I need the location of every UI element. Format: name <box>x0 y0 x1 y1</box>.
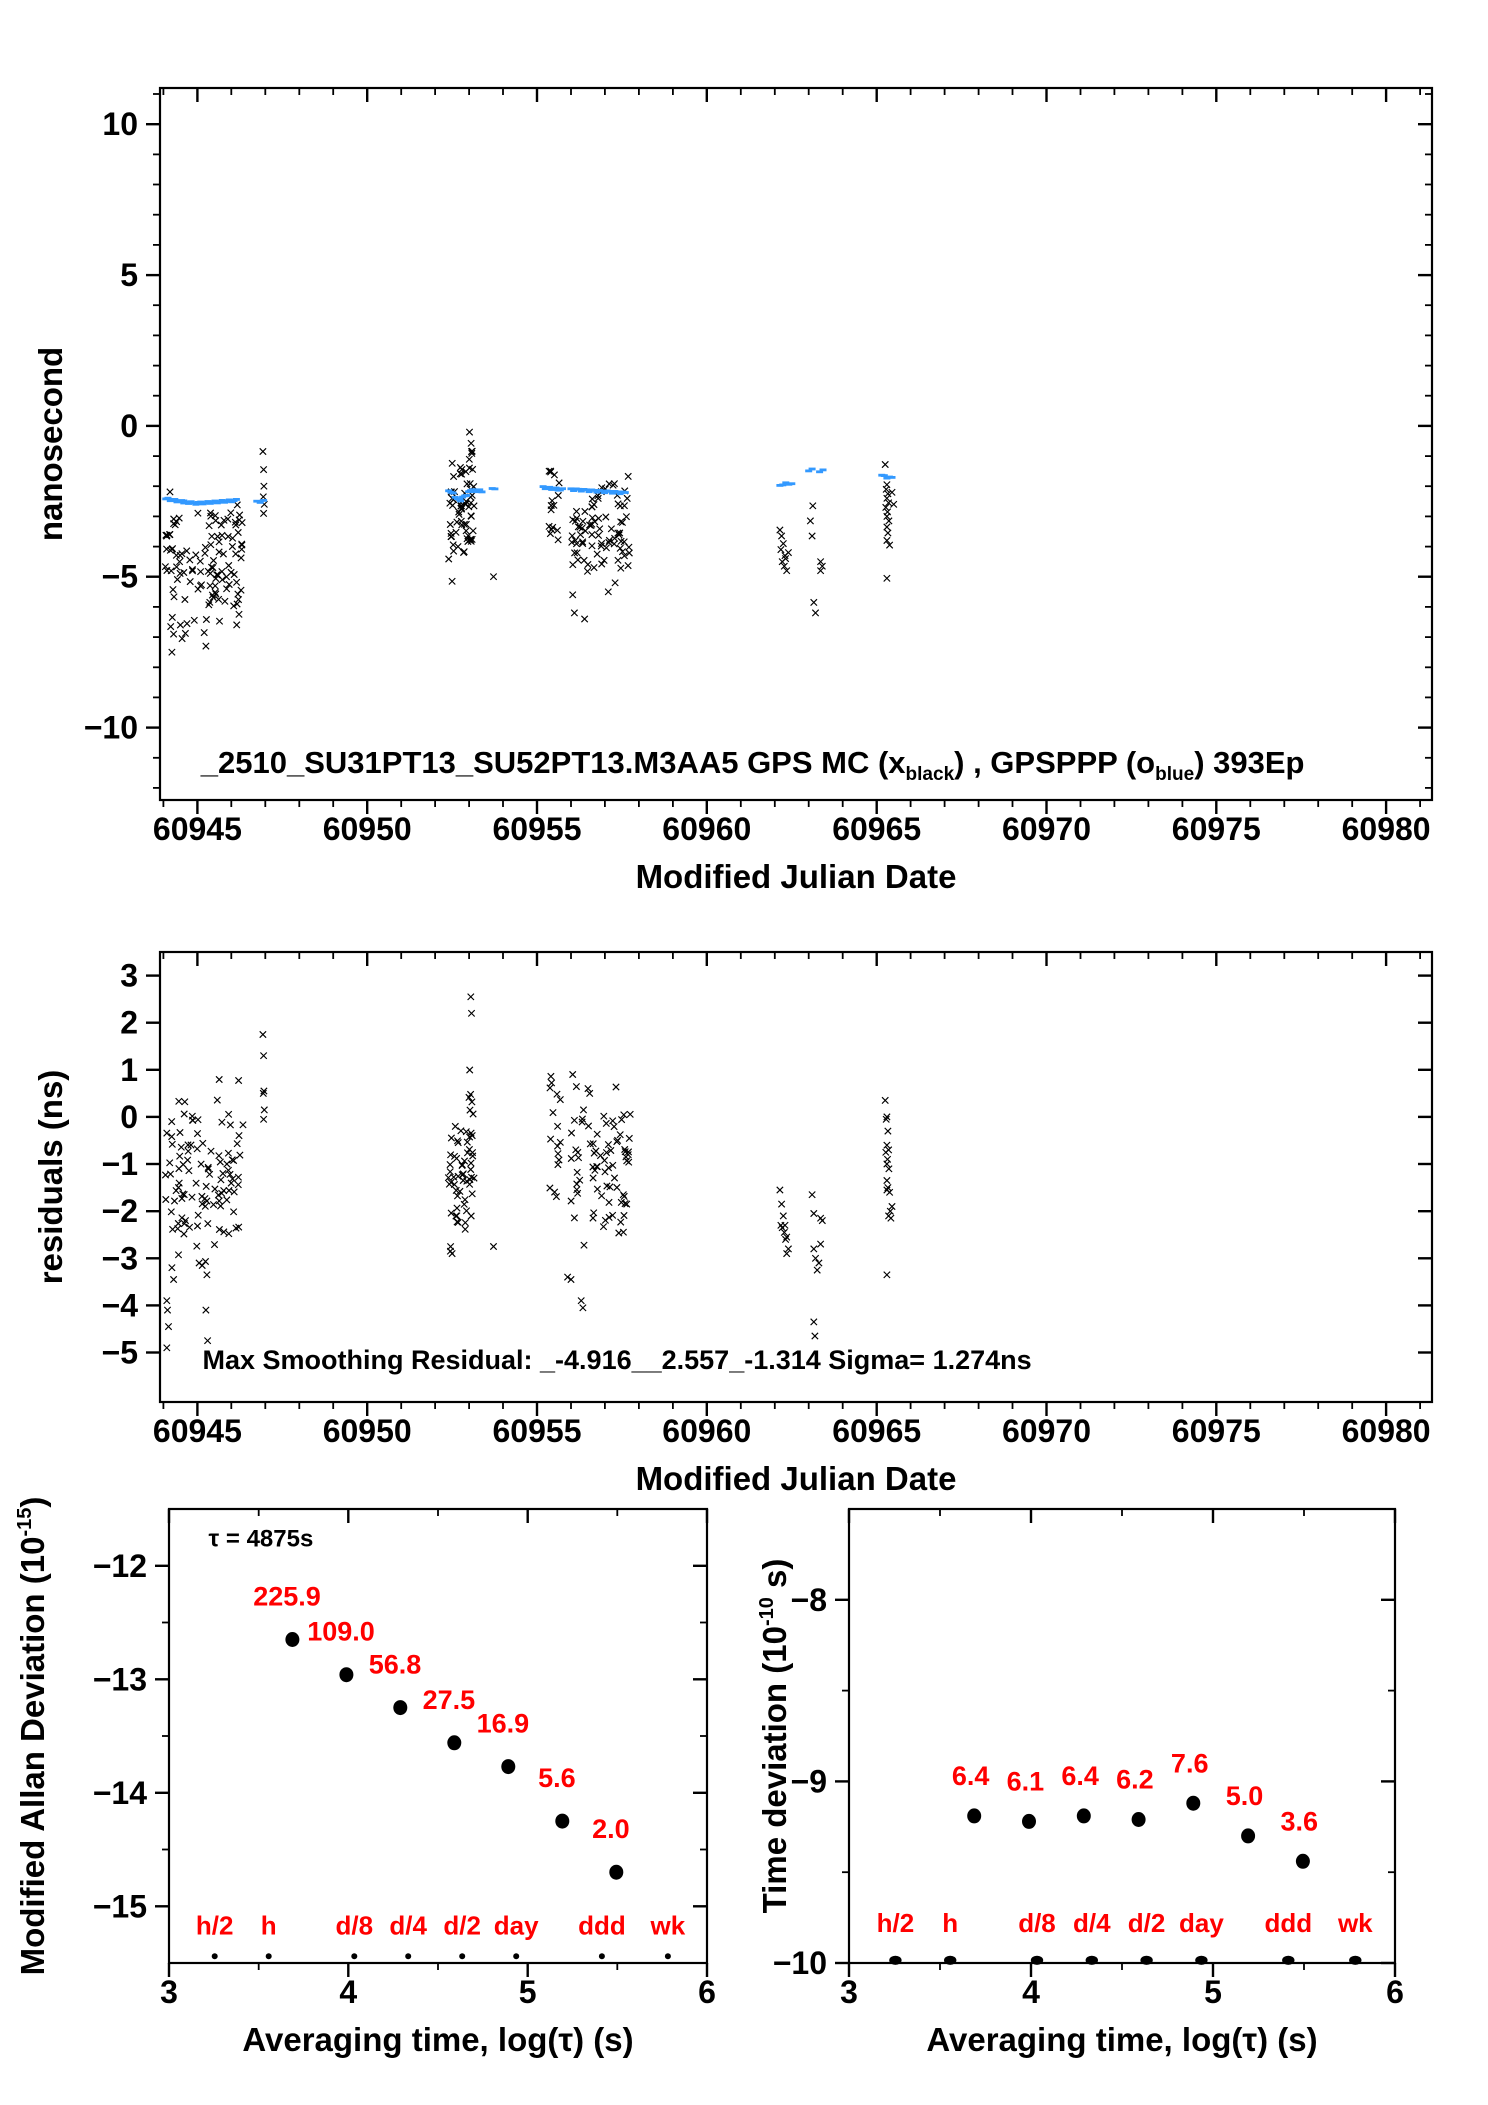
mdev-chart <box>14 1497 716 2058</box>
y-tick-label: −15 <box>92 1888 147 1925</box>
x-tick-label: 4 <box>1022 1974 1040 2010</box>
y-tick-label: −12 <box>92 1547 147 1584</box>
x-tick-label: 60960 <box>662 1413 752 1449</box>
dev-value-label: 6.1 <box>1006 1766 1045 1797</box>
x-tick-label: 60950 <box>322 811 412 847</box>
dev-value-label: 56.8 <box>368 1649 422 1680</box>
dev-point <box>967 1808 981 1823</box>
phase-black-x-markers <box>162 429 897 656</box>
y-tick-label: 1 <box>120 1051 138 1088</box>
y-tick-label: 10 <box>102 106 138 143</box>
tdev-data-points <box>952 1748 1318 1869</box>
tau-label: d/4 <box>389 1910 427 1941</box>
tick-labels <box>93 1548 716 2010</box>
dev-value-label: 2.0 <box>592 1814 630 1845</box>
tau-dot <box>351 1953 357 1959</box>
dev-point <box>339 1667 353 1682</box>
dev-value-label: 6.4 <box>1061 1761 1099 1791</box>
phase-inline-title: _2510_SU31PT13_SU52PT13.M3AA5 GPS MC $(x_{black})$ , GPSPPP $(o_{blue})$ 393Ep <box>200 744 1305 785</box>
tau-dot <box>599 1953 605 1959</box>
tau-label: d/2 <box>1127 1908 1166 1939</box>
y-tick-label: −1 <box>101 1146 138 1182</box>
dev-point <box>501 1759 515 1774</box>
x-tick-label: 60970 <box>1002 811 1091 847</box>
tau-label: h/2 <box>195 1910 234 1941</box>
tau-label: h <box>942 1908 959 1939</box>
x-tick-label: 60975 <box>1171 1413 1261 1449</box>
x-tick-label: 6 <box>1386 1974 1404 2010</box>
dev-value-label: 109.0 <box>307 1616 375 1647</box>
tau-label: d/8 <box>1018 1908 1056 1939</box>
tau-label: ddd <box>578 1910 626 1941</box>
y-tick-label: 5 <box>120 257 138 294</box>
x-tick-label: 60945 <box>152 811 242 847</box>
dev-value-label: 5.6 <box>538 1763 576 1794</box>
tdev-tau-markers <box>877 1908 1374 1965</box>
axis-ticks <box>835 1509 1395 1977</box>
y-tick-label: −5 <box>101 558 138 595</box>
mdev-x-axis-title: Averaging time, log(τ) (s) <box>242 2021 634 2058</box>
x-tick-label: 60945 <box>152 1413 242 1449</box>
y-tick-label: 2 <box>120 1004 138 1041</box>
y-tick-label: 3 <box>120 957 138 994</box>
x-tick-label: 60980 <box>1341 811 1431 847</box>
residuals-x-axis-title: Modified Julian Date <box>635 1460 957 1497</box>
x-tick-label: 6 <box>698 1974 716 2010</box>
x-tick-label: 60965 <box>832 811 922 847</box>
tau-label: wk <box>650 1910 686 1941</box>
axis-ticks <box>155 1509 707 1977</box>
tau-label: d/2 <box>443 1910 481 1941</box>
residuals-black-x-markers <box>162 994 895 1351</box>
y-tick-label: 0 <box>120 407 138 444</box>
tau-label: day <box>1178 1908 1224 1939</box>
tau-label: ddd <box>1264 1908 1313 1939</box>
tau-label: h <box>260 1910 277 1941</box>
tdev-y-axis-title: Time deviation ($10^{-10}$ s) <box>756 1558 793 1914</box>
tau-dot <box>266 1953 272 1959</box>
dev-value-label: 5.0 <box>1225 1781 1264 1811</box>
y-tick-label: −3 <box>101 1240 138 1277</box>
y-tick-label: −14 <box>92 1774 147 1811</box>
dev-value-label: 27.5 <box>422 1684 476 1715</box>
x-tick-label: 60955 <box>492 1413 582 1449</box>
tau-dot <box>513 1953 519 1959</box>
plot-frame <box>169 1509 707 1963</box>
x-tick-label: 60965 <box>832 1413 922 1449</box>
x-tick-label: 60955 <box>492 811 582 847</box>
tau-dot <box>665 1953 671 1959</box>
tau-dot <box>405 1953 411 1959</box>
x-tick-label: 3 <box>840 1974 858 2010</box>
tau-label: d/4 <box>1073 1908 1111 1939</box>
y-tick-label: −5 <box>101 1334 138 1371</box>
dev-value-label: 3.6 <box>1280 1806 1319 1837</box>
dev-point <box>555 1814 569 1829</box>
x-tick-label: 5 <box>1204 1974 1222 2010</box>
mdev-annotation: τ = 4875s <box>208 1525 314 1553</box>
mdev-data-points <box>253 1582 629 1880</box>
mdev-tau-markers <box>196 1911 686 1960</box>
dev-value-label: 16.9 <box>476 1708 530 1739</box>
tau-dot <box>212 1953 218 1959</box>
dev-point <box>1132 1812 1146 1827</box>
tau-label: d/8 <box>335 1910 374 1941</box>
y-tick-label: −10 <box>83 709 138 746</box>
x-tick-label: 5 <box>518 1974 537 2010</box>
mdev-y-axis-title: Modified Allan Deviation $(10^{-15})$ <box>14 1496 51 1976</box>
dev-point <box>609 1865 623 1880</box>
dev-value-label: 225.9 <box>253 1581 321 1612</box>
dev-point <box>447 1735 461 1750</box>
plot-frame <box>160 88 1432 800</box>
plot-frame <box>160 952 1432 1402</box>
x-tick-label: 60960 <box>662 811 752 847</box>
dev-point <box>1077 1808 1091 1823</box>
x-tick-label: 60980 <box>1341 1413 1431 1449</box>
y-tick-label: −2 <box>101 1193 138 1230</box>
dev-value-label: 6.2 <box>1116 1764 1154 1795</box>
tick-labels <box>84 106 1431 847</box>
x-tick-label: 4 <box>339 1974 358 2010</box>
dev-point <box>285 1632 299 1647</box>
y-tick-label: −10 <box>772 1945 827 1981</box>
tick-labels <box>102 958 1431 1449</box>
phase-blue-dash-markers <box>162 468 895 506</box>
dev-point <box>1022 1814 1036 1829</box>
tau-label: wk <box>1337 1908 1373 1939</box>
dev-point <box>1186 1796 1200 1811</box>
tdev-x-axis-title: Averaging time, log(τ) (s) <box>926 2021 1318 2058</box>
tick-labels <box>773 1582 1404 2010</box>
y-tick-label: −9 <box>790 1763 827 1800</box>
dev-value-label: 6.4 <box>951 1761 990 1791</box>
x-tick-label: 60950 <box>322 1413 412 1449</box>
dev-point <box>1296 1854 1310 1869</box>
phase-chart <box>32 88 1432 895</box>
y-tick-label: −13 <box>92 1661 147 1698</box>
phase-y-axis-title: nanosecond <box>32 346 69 542</box>
tau-label: h/2 <box>876 1908 915 1939</box>
x-tick-label: 60970 <box>1002 1413 1091 1449</box>
dev-point <box>393 1700 407 1715</box>
tau-dot <box>459 1953 465 1959</box>
y-tick-label: 0 <box>120 1098 138 1135</box>
tau-label: day <box>493 1910 539 1941</box>
plot-frame <box>849 1509 1395 1963</box>
phase-x-axis-title: Modified Julian Date <box>635 858 957 895</box>
dev-point <box>1241 1828 1255 1843</box>
x-tick-label: 3 <box>160 1974 178 2010</box>
tdev-chart <box>756 1509 1404 2058</box>
y-tick-label: −4 <box>101 1287 138 1324</box>
y-tick-label: −8 <box>790 1581 827 1618</box>
x-tick-label: 60975 <box>1171 811 1261 847</box>
axis-ticks <box>146 88 1432 814</box>
residuals-chart <box>32 952 1432 1497</box>
residuals-annotation: Max Smoothing Residual: _-4.916__2.557_-1.314 Sigma= 1.274ns <box>202 1345 1032 1375</box>
dev-value-label: 7.6 <box>1170 1748 1209 1779</box>
residuals-y-axis-title: residuals (ns) <box>32 1069 69 1285</box>
